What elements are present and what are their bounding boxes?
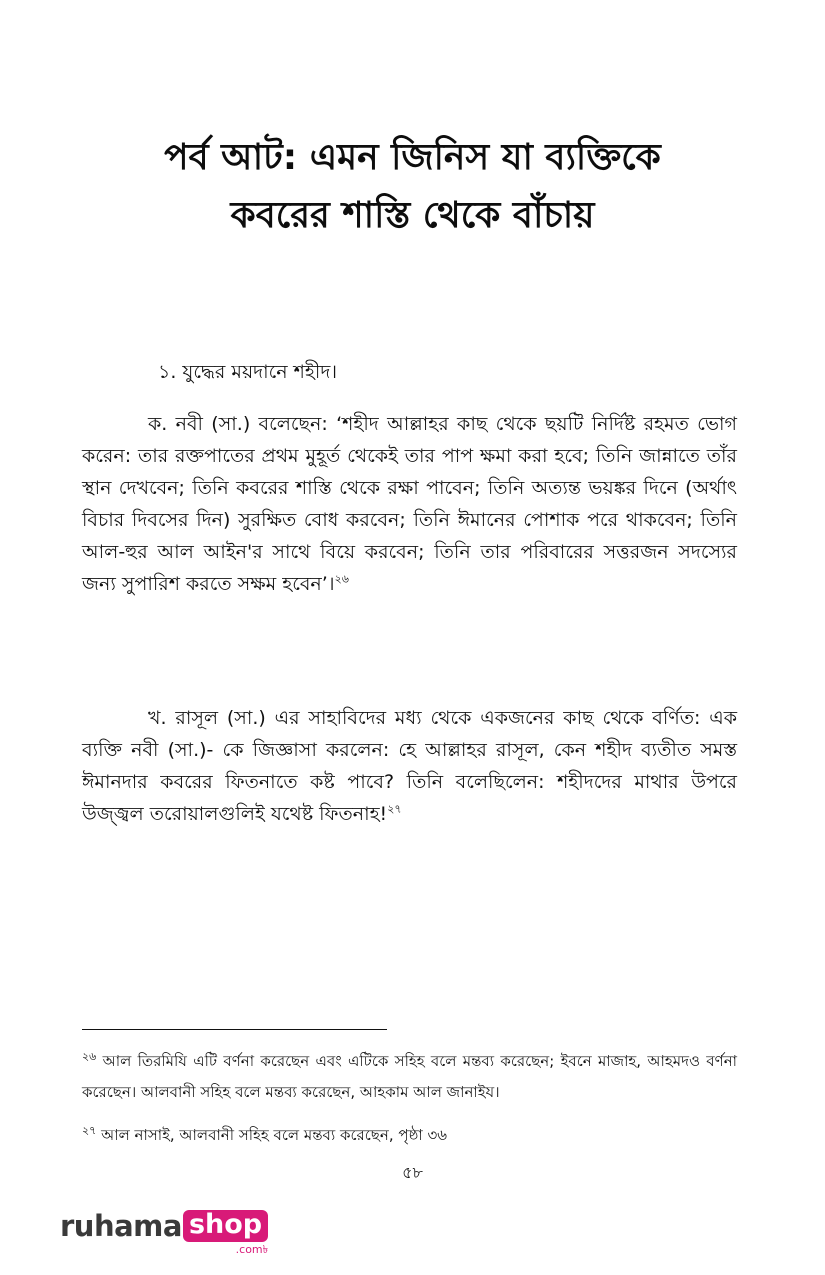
footnote-27 (82, 1120, 737, 1151)
footnote-reference-27[interactable]: ২৭ (387, 802, 402, 816)
paragraph-1-text: ১. যুদ্ধের ময়দানে শহীদ। (158, 361, 338, 383)
logo-domain-suffix: .com৳ (235, 1243, 269, 1256)
paragraph-2-text: ক. নবী (সা.) বলেছেন: ‘শহীদ আল্লাহর কাছ থেকে ছয়টি নির্দিষ্ট রহমত ভোগ করেন: তার রক্তপাতের প্রথম মুহূর্ত থেকেই তার পাপ ক্ষমা করা হবে; তিনি জান্নাতে তাঁর স্থান দেখবেন; তিনি কবরের শাস্তি থেকে রক্ষা পাবেন; তিনি অত্যন্ত ভয়ঙ্কর দিনে (অর্থাৎ বিচার দিবসের দিন) সুরক্ষিত বোধ করবেন; তিনি ঈমানের পোশাক পরে থাকবেন; তিনি আল-হুর আল আইন'র সাথে বিয়ে করবেন; তিনি তার পরিবারের সত্তরজন সদস্যের জন্য সুপারিশ করতে সক্ষম হবেন’। (82, 413, 737, 595)
page-number: ৫৮ (402, 1163, 423, 1182)
logo-ruhama-text: ruhama (60, 1209, 182, 1243)
ruhamashop-logo[interactable] (60, 1209, 269, 1256)
footnote-reference-26[interactable]: ২৬ (334, 572, 349, 586)
footnote-27-text: আল নাসাই, আলবানী সহিহ বলে মন্তব্য করেছেন, পৃষ্ঠা ৩৬ (101, 1126, 447, 1144)
logo-shop-wrap (183, 1209, 269, 1256)
footnote-26 (82, 1046, 737, 1108)
chapter-title-line-1: পর্ব আট: এমন জিনিস যা ব্যক্তিকে (164, 137, 661, 178)
paragraph-3-text: খ. রাসূল (সা.) এর সাহাবিদের মধ্য থেকে একজনের কাছ থেকে বর্ণিত: এক ব্যক্তি নবী (সা.)- কে জিজ্ঞাসা করলেন: হে আল্লাহর রাসূল, কেন শহীদ ব্যতীত সমস্ত ঈমানদার কবরের ফিতনাতে কষ্ট পাবে? তিনি বলেছিলেন: শহীদদের মাথার উপরে উজ্জ্বল তরোয়ালগুলিই যথেষ্ট ফিতনাহ! (82, 707, 737, 825)
footnote-divider (82, 1029, 387, 1030)
paragraph-3 (82, 702, 737, 830)
footnote-26-text: আল তিরমিযি এটি বর্ণনা করেছেন এবং এটিকে সহিহ বলে মন্তব্য করেছেন; ইবনে মাজাহ, আহমদও বর্ণনা করেছেন। আলবানী সহিহ বলে মন্তব্য করেছেন, আহকাম আল জানাইয। (82, 1052, 737, 1101)
logo-shop-badge: shop (183, 1210, 268, 1242)
footnote-27-number: ২৭ (82, 1124, 97, 1137)
paragraph-2 (82, 408, 737, 600)
chapter-title-line-2: কবরের শাস্তি থেকে বাঁচায় (230, 195, 595, 236)
paragraph-1 (82, 356, 737, 388)
footnote-26-number: ২৬ (82, 1050, 97, 1063)
